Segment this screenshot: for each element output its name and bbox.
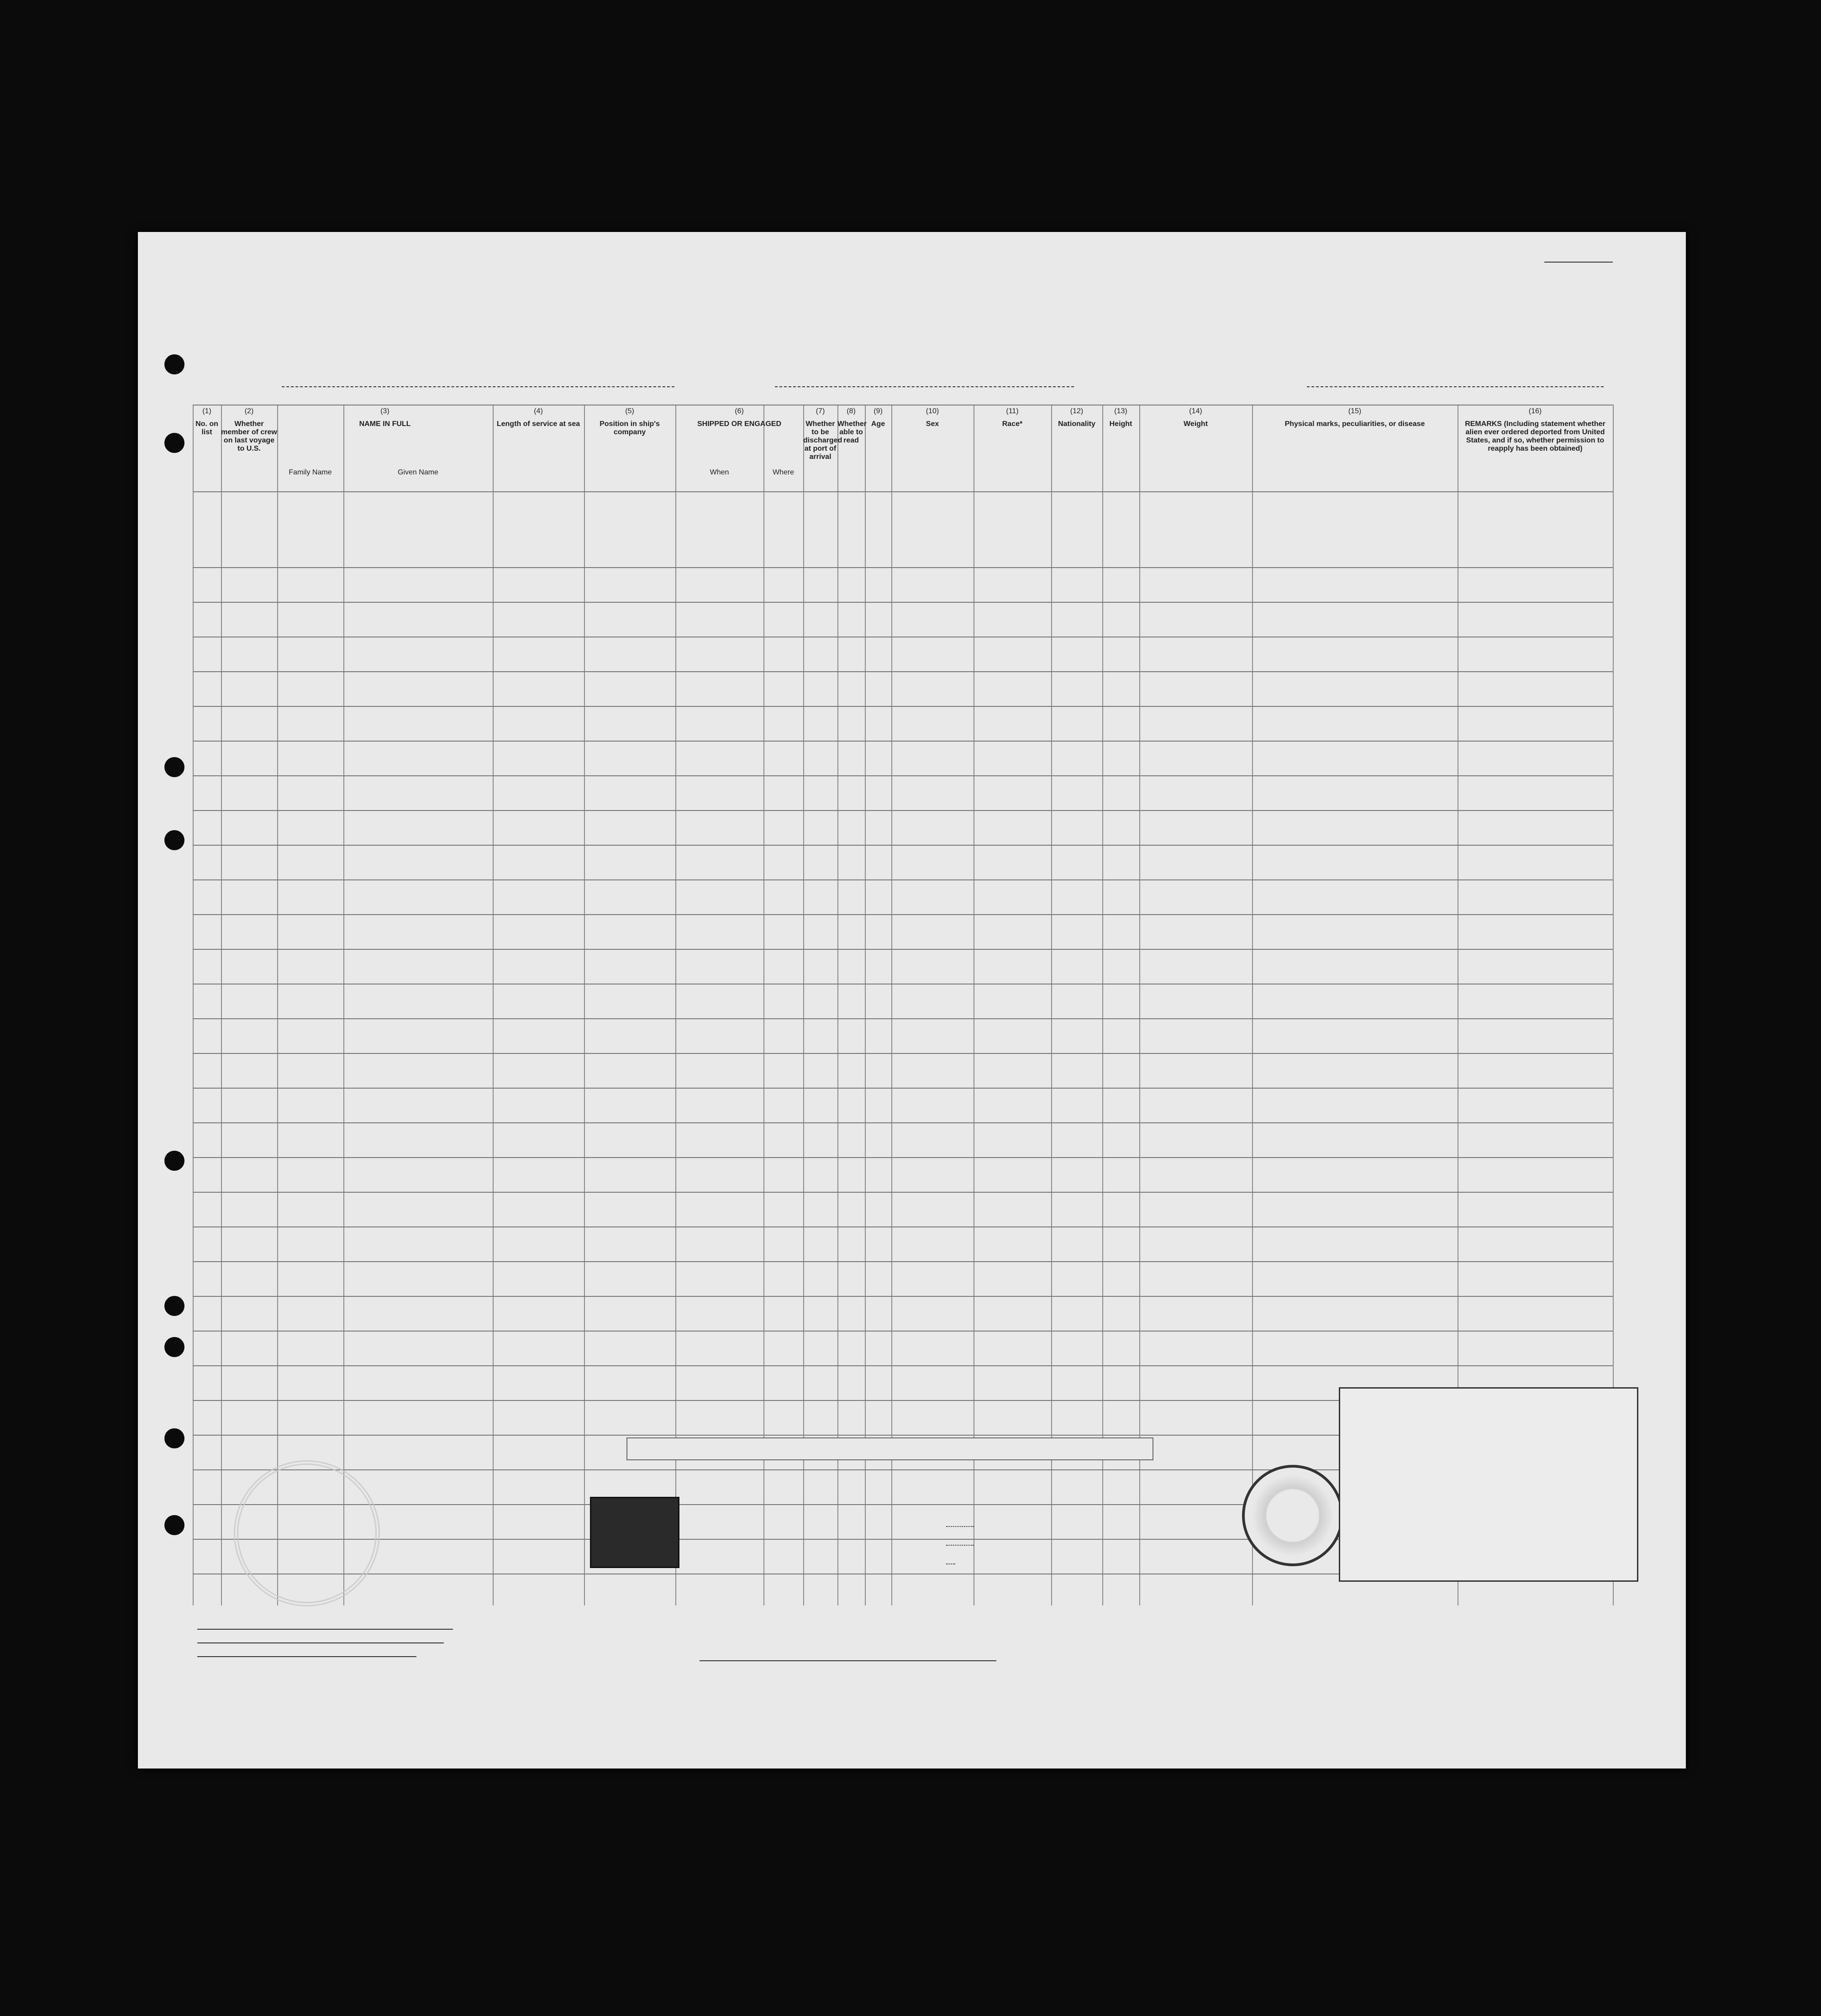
- row-rule: [193, 1261, 1613, 1262]
- row-rule: [193, 775, 1613, 776]
- column-rule: [584, 405, 585, 1605]
- column-header: [1051, 407, 1102, 428]
- column-number: (6): [735, 407, 744, 415]
- column-rule: [1139, 405, 1140, 1605]
- closed-count: [863, 1441, 890, 1457]
- row-rule: [193, 1088, 1613, 1089]
- consular-seal: [1242, 1465, 1343, 1566]
- column-header: [803, 407, 842, 461]
- row-rule: [193, 602, 1613, 603]
- column-label: SHIPPED OR ENGAGED: [697, 420, 782, 428]
- row-rule: [193, 810, 1613, 811]
- service-block: [946, 1511, 974, 1567]
- row-rule: [193, 1053, 1613, 1054]
- column-rule: [803, 405, 804, 1605]
- row-rule: [193, 741, 1613, 742]
- column-label: Whether able to read: [837, 420, 867, 444]
- column-rule: [1051, 405, 1052, 1605]
- column-number: (2): [244, 407, 254, 415]
- row-rule: [193, 567, 1613, 568]
- column-number: (15): [1348, 407, 1362, 415]
- column-subheader: Where: [772, 468, 795, 476]
- column-number: (14): [1189, 407, 1202, 415]
- column-header: [584, 407, 675, 437]
- column-rule: [277, 405, 278, 1605]
- column-label: Whether member of crew on last voyage to U.S.: [221, 420, 277, 453]
- column-header: [193, 407, 221, 437]
- fee-stamp: [590, 1497, 679, 1568]
- fee-stamp-text: [591, 1498, 678, 1503]
- row-rule: [193, 1122, 1613, 1123]
- row-rule: [193, 1365, 1613, 1366]
- column-label: NAME IN FULL: [359, 420, 411, 428]
- row-rule: [193, 706, 1613, 707]
- column-header: [1252, 407, 1458, 428]
- inspector-label: [700, 1660, 996, 1663]
- column-rule: [493, 405, 494, 1605]
- column-rule: [675, 405, 676, 1605]
- column-rule: [891, 405, 892, 1605]
- column-number: (13): [1114, 407, 1127, 415]
- column-label: Length of service at sea: [496, 420, 580, 428]
- column-number: (16): [1528, 407, 1542, 415]
- column-number: (9): [874, 407, 883, 415]
- column-subheader: Given Name: [398, 468, 438, 476]
- column-label: Nationality: [1058, 420, 1095, 428]
- column-header: [221, 407, 277, 453]
- row-rule: [193, 914, 1613, 915]
- column-label: Age: [871, 420, 885, 428]
- column-label: Whether to be discharged at port of arrival: [803, 420, 842, 461]
- service-number: [946, 1513, 974, 1527]
- column-number: (8): [847, 407, 856, 415]
- column-header: [675, 407, 803, 428]
- row-rule: [193, 491, 1613, 492]
- column-header: [891, 407, 974, 428]
- column-rule: [837, 405, 838, 1605]
- column-number: (11): [1006, 407, 1019, 415]
- row-rule: [193, 1331, 1613, 1332]
- closed-statement: [626, 1437, 1153, 1460]
- column-label: Sex: [926, 420, 939, 428]
- embossed-seal: [234, 1460, 380, 1606]
- row-rule: [193, 1192, 1613, 1193]
- manifest-sheet: [138, 232, 1686, 1769]
- column-number: (12): [1070, 407, 1084, 415]
- column-label: Position in ship's company: [600, 420, 660, 436]
- column-header: [865, 407, 891, 428]
- row-rule: [193, 845, 1613, 846]
- footer-lines: [193, 1620, 453, 1661]
- column-rule: [865, 405, 866, 1605]
- column-rule: [1252, 405, 1253, 1605]
- column-label: No. on list: [195, 420, 218, 436]
- column-number: (3): [380, 407, 389, 415]
- row-rule: [193, 949, 1613, 950]
- column-label: REMARKS (Including statement whether alien ever ordered deported from United States, and if so, whether permission to reapply has been obtained): [1465, 420, 1605, 453]
- fee-amount: [946, 1551, 955, 1564]
- column-label: Height: [1109, 420, 1132, 428]
- column-number: (10): [926, 407, 939, 415]
- vessel-line: [202, 369, 1613, 390]
- row-rule: [193, 1296, 1613, 1297]
- row-rule: [193, 1226, 1613, 1227]
- column-number: (7): [816, 407, 825, 415]
- tariff-number: [946, 1532, 974, 1546]
- visa-stamp: [1339, 1387, 1638, 1582]
- row-rule: [193, 879, 1613, 880]
- column-number: (5): [625, 407, 634, 415]
- column-header: [493, 407, 584, 428]
- column-subheader: Family Name: [289, 468, 332, 476]
- row-rule: [193, 1157, 1613, 1158]
- row-rule: [193, 671, 1613, 672]
- sheet-number: [1544, 255, 1613, 265]
- column-header: [1458, 407, 1613, 453]
- column-rule: [763, 405, 764, 1605]
- column-label: Physical marks, peculiarities, or disease: [1284, 420, 1425, 428]
- column-header: [1102, 407, 1139, 428]
- column-header: [1139, 407, 1252, 428]
- column-header: [974, 407, 1051, 428]
- column-number: (4): [534, 407, 543, 415]
- column-rule: [343, 405, 344, 1605]
- column-subheader: When: [710, 468, 729, 476]
- row-rule: [193, 1018, 1613, 1019]
- column-header: [837, 407, 865, 445]
- column-rule: [221, 405, 222, 1605]
- column-header: [277, 407, 493, 428]
- closed-sheets: [890, 1441, 917, 1457]
- column-rule: [1102, 405, 1103, 1605]
- column-number: (1): [202, 407, 211, 415]
- column-label: Race*: [1002, 420, 1023, 428]
- column-label: Weight: [1183, 420, 1208, 428]
- column-rule: [193, 405, 194, 1605]
